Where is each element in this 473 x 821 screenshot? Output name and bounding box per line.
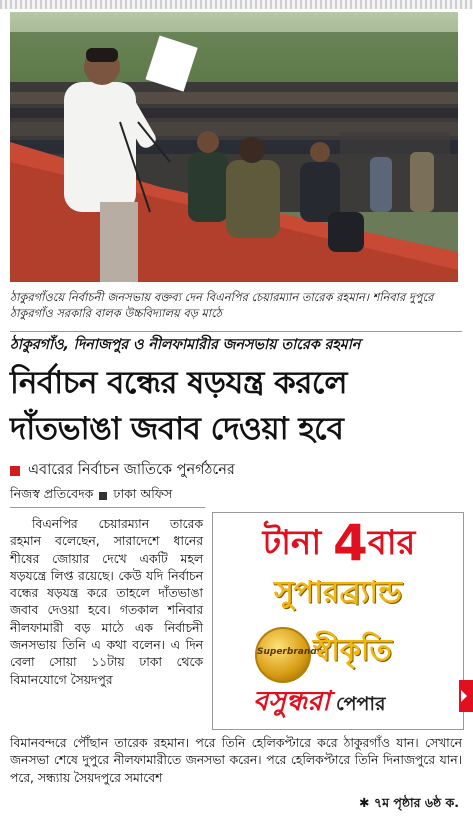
page-edge-strip <box>0 0 473 9</box>
badge-text: Superbrands <box>257 647 323 657</box>
continuation-bullet-icon: ✱ <box>359 795 374 810</box>
byline-separator <box>99 492 107 500</box>
subheadline-text: এবারের নির্বাচন জাতিকে পুনর্গঠনের <box>28 462 235 478</box>
superbrands-badge-icon <box>255 627 323 683</box>
continuation-text: ৭ম পৃষ্ঠার ৬ষ্ঠ ক. <box>373 795 459 810</box>
next-arrow-icon[interactable] <box>459 680 473 712</box>
article-paragraph: বিএনপির চেয়ারম্যান তারেক রহমান বলেছেন, সারাদেশে ধানের শীষের জোয়ার দেখে একটি মহল ষড়যন্ত্রে লিপ্ত রয়েছে। কেউ যদি নির্বাচন বন্ধের ষড়যন্ত্র করে তাহলে দাঁতভাঙা জবাব দেওয়া হবে। গতকাল শনিবার নীলফামারী বড় মাঠে এক নির্বাচনী জনসভায় তিনি এ কথা বলেন। এ দিন বেলা সোয়া ১১টায় ঢাকা থেকে বিমানযোগে সৈয়দপুর <box>10 517 203 687</box>
article-body-full: বিমানবন্দরে পৌঁছান তারেক রহমান। পরে তিনি হেলিকপ্টারে করে ঠাকুরগাঁও যান। সেখানে জনসভা শেষে দুপুরে নীলফামারীতে জনসভা করেন। পরে হেলিকপ্টারে তিনি দিনাজপুরে যান। পরে, সন্ধ্যায় সৈয়দপুরে সমাবেশ <box>10 736 462 785</box>
byline <box>10 486 172 506</box>
subheadline <box>10 459 235 483</box>
ad-superbrand-text: সুপারব্র্যান্ড <box>273 575 403 610</box>
ad-brand-name: বসুন্ধরা <box>253 686 330 717</box>
rally-photo-graphic <box>10 12 458 282</box>
advertisement[interactable] <box>212 512 464 730</box>
ad-headline <box>223 514 455 572</box>
photo-caption: ঠাকুরগাঁওয়ে নির্বাচনী জনসভায় বক্তব্য দেন বিএনপির চেয়ারম্যান তারেক রহমান। শনিবার দুপুরে ঠাকুরগাঁও সরকারি বালক উচ্চবিদ্যালয় বড় মাঠে <box>10 290 434 320</box>
divider <box>10 507 205 508</box>
ad-text: টানা <box>262 523 322 563</box>
ad-brand <box>253 681 385 726</box>
headline-line-2: দাঁতভাঙা জবাব দেওয়া হবে <box>10 411 344 447</box>
ad-brand-suffix: পেপার <box>335 693 386 715</box>
byline-reporter: নিজস্ব প্রতিবেদক <box>10 486 94 501</box>
ad-number: 4 <box>333 514 368 572</box>
headline-line-1: নির্বাচন বন্ধের ষড়যন্ত্র করলে <box>10 365 347 401</box>
article-body-column <box>10 516 203 689</box>
ad-text: বার <box>367 523 416 563</box>
kicker-headline: ঠাকুরগাঁও, দিনাজপুর ও নীলফামারীর জনসভায় তারেক রহমান <box>10 337 361 353</box>
byline-office: ঢাকা অফিস <box>113 486 173 501</box>
continuation-note <box>359 795 459 815</box>
bullet-square <box>10 466 20 476</box>
divider <box>10 331 462 332</box>
ad-recognition-text: স্বীকৃতি <box>313 633 392 668</box>
rally-photo <box>10 12 458 282</box>
